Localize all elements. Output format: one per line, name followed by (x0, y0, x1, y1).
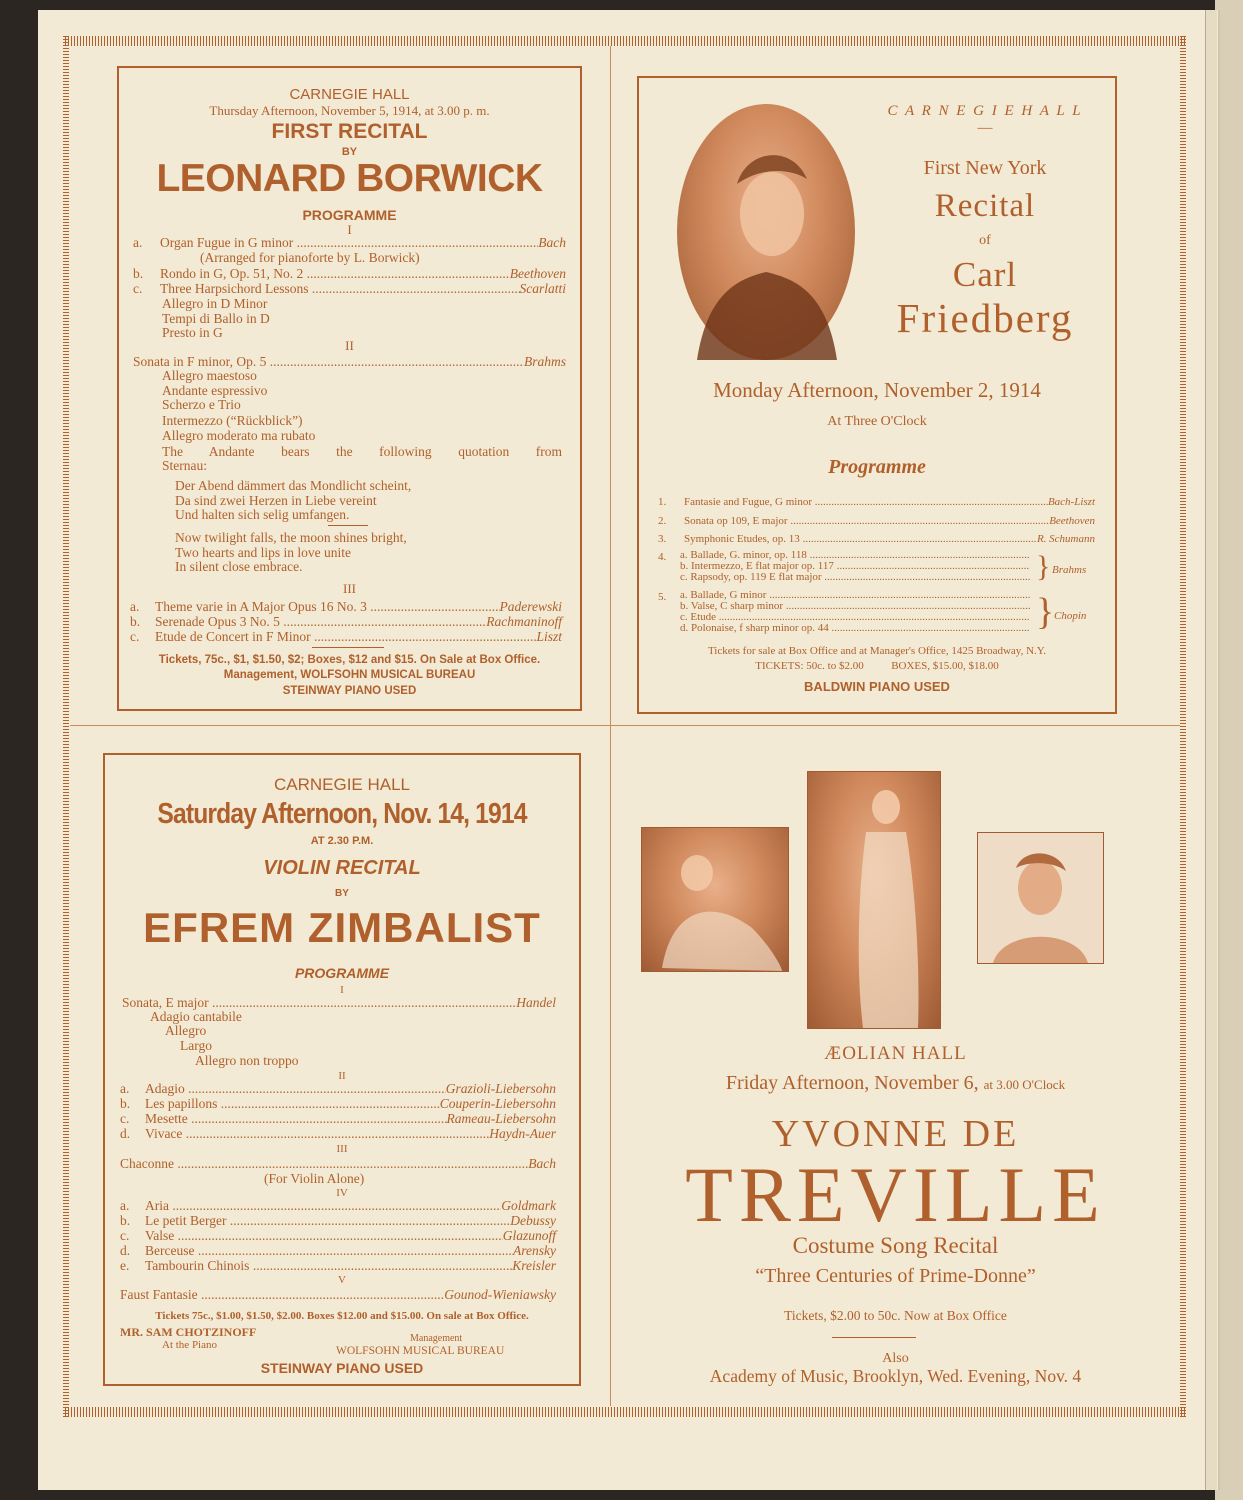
item-letter: b. (130, 614, 141, 629)
friedberg-group4-c (680, 572, 1030, 583)
treville-academy: Academy of Music, Brooklyn, Wed. Evening, Nov. 4 (709, 1366, 1082, 1386)
zimbalist-sonata (122, 995, 556, 1010)
friedberg-last-name: Friedberg (896, 295, 1074, 341)
item-letter: b. (120, 1213, 131, 1228)
item-title: Le petit Berger ..... (145, 1213, 510, 1228)
zimbalist-by: BY (335, 888, 349, 899)
borwick-by: BY (341, 146, 358, 158)
photo-figure (978, 833, 1103, 963)
friedberg-group5-a (680, 590, 1030, 601)
treville-time: at 3.00 O'Clock (983, 1077, 1066, 1092)
zimbalist-accompanist: MR. SAM CHOTZINOFF (120, 1325, 257, 1339)
friedberg-group5-b (680, 601, 1030, 612)
item-title: Serenade Opus 3 No. 5 ..... (155, 614, 486, 629)
borwick-part-1: I (347, 222, 352, 237)
item-composer: Arensky (513, 1243, 556, 1258)
borwick-part-2: II (345, 338, 354, 353)
item-composer: Liszt (536, 629, 562, 644)
zimbalist-part-3: III (336, 1143, 348, 1155)
divider-rule (832, 1337, 916, 1338)
item-letter: c. (133, 281, 143, 296)
zimbalist-item-4e (120, 1258, 556, 1273)
borwick-sonata (133, 354, 566, 369)
brace-icon: } (1036, 591, 1055, 633)
zimbalist-part-2: II (338, 1070, 346, 1082)
item-title: Vivace ..... (145, 1126, 489, 1141)
item-title: Aria ..... (145, 1198, 501, 1213)
item-composer: Handel (516, 995, 556, 1010)
item-composer: Couperin-Liebersohn (439, 1096, 556, 1111)
item-letter: e. (120, 1258, 130, 1273)
zimbalist-time: AT 2.30 P.M. (310, 835, 374, 847)
borwick-part-3: III (343, 581, 356, 596)
borwick-programme-heading: PROGRAMME (302, 207, 397, 223)
zimbalist-item-2b (120, 1096, 556, 1111)
treville-tickets: Tickets, $2.00 to 50c. Now at Box Office (784, 1308, 1007, 1323)
friedberg-tickets-2: TICKETS: 50c. to $2.00 BOXES, $15.00, $18.00 (755, 660, 999, 672)
item-letter: b. (133, 266, 144, 281)
borwick-management: Management, WOLFSOHN MUSICAL BUREAU (223, 669, 476, 681)
item-title: Fantasie and Fugue, G minor ..... (684, 495, 1048, 510)
item-letter: d. (120, 1126, 131, 1141)
item-title: Valse ..... (145, 1228, 503, 1243)
german-line-1: Der Abend dämmert das Mondlicht scheint, (175, 478, 412, 493)
treville-artist-last: TREVILLE (685, 1151, 1106, 1238)
friedberg-time: At Three O'Clock (827, 414, 927, 429)
item-title: Mesette ..... (145, 1111, 447, 1126)
photo-figure (808, 772, 940, 1028)
friedberg-date: Monday Afternoon, November 2, 1914 (713, 378, 1041, 402)
friedberg-item-3 (658, 532, 1095, 547)
friedberg-programme-heading: Programme (828, 456, 926, 478)
friedberg-item-2 (658, 514, 1095, 529)
german-line-2: Da sind zwei Herzen in Liebe vereint (175, 493, 377, 508)
item-composer: Goldmark (501, 1198, 556, 1213)
item-title: d. Polonaise, f sharp minor op. 44 ..... (680, 623, 1030, 634)
friedberg-portrait (677, 104, 855, 360)
item-title: Sonata op 109, E major ..... (684, 514, 1049, 529)
item-composer: Grazioli-Liebersohn (445, 1081, 556, 1096)
zimbalist-faust (120, 1287, 556, 1302)
item-letter: c. (130, 629, 140, 644)
borwick-movement-2: Andante espressivo (162, 383, 268, 398)
zimbalist-programme-heading: PROGRAMME (294, 965, 390, 981)
borwick-sub-1: Allegro in D Minor (162, 296, 268, 311)
item-title: Sonata, E major ..... (122, 995, 516, 1010)
item-title: c. Rapsody, op. 119 E flat major ..... (680, 572, 1030, 583)
friedberg-item-1 (658, 495, 1095, 510)
item-composer: R. Schumann (1036, 533, 1095, 545)
item-title: Adagio ..... (145, 1081, 446, 1096)
treville-also: Also (882, 1351, 909, 1366)
borwick-movement-1: Allegro maestoso (162, 368, 257, 383)
item-title: Etude de Concert in F Minor ..... (155, 629, 536, 644)
treville-photo-seated (641, 827, 789, 972)
zimbalist-item-2c (120, 1111, 556, 1126)
item-title: Chaconne ..... (120, 1156, 528, 1171)
borwick-quote-intro: The Andante bears the following quotation from (162, 444, 562, 459)
zimbalist-management-label: Management (410, 1333, 463, 1344)
zimbalist-item-2d (120, 1126, 556, 1141)
item-title: c. Etude ..... (680, 612, 1030, 623)
item-composer: Haydn-Auer (489, 1126, 556, 1141)
item-composer: Beethoven (509, 266, 566, 281)
item-title: Theme varie in A Major Opus 16 No. 3 ..... (155, 599, 500, 614)
zimbalist-part-4: IV (336, 1187, 348, 1199)
item-letter: a. (120, 1198, 130, 1213)
treville-date: Friday Afternoon, November 6, (725, 1072, 979, 1094)
treville-hall: ÆOLIAN HALL (824, 1043, 967, 1064)
item-composer: Rachmaninoff (486, 614, 562, 629)
item-title: a. Ballade, G minor ..... (680, 590, 1030, 601)
item-title: Organ Fugue in G minor ..... (160, 235, 538, 250)
friedberg-group4-a (680, 550, 1030, 561)
zimbalist-management: WOLFSOHN MUSICAL BUREAU (336, 1345, 505, 1357)
treville-photo-standing (807, 771, 941, 1029)
zimbalist-part-5: V (338, 1274, 346, 1286)
zimbalist-violin-alone: (For Violin Alone) (264, 1171, 365, 1186)
brace-icon: } (1036, 550, 1051, 583)
borwick-sub-2: Tempi di Ballo in D (162, 311, 270, 326)
borwick-item-3c (130, 629, 562, 644)
friedberg-dash: — (977, 120, 993, 136)
borwick-item-3a (130, 599, 562, 614)
friedberg-of: of (979, 233, 991, 248)
middle-divider (70, 725, 1180, 726)
friedberg-recital: Recital (934, 188, 1036, 224)
borwick-quote-intro-2: Sternau: (162, 458, 207, 473)
borwick-recital-title: FIRST RECITAL (271, 120, 428, 143)
item-composer: Rameau-Liebersohn (446, 1111, 556, 1126)
borwick-tickets: Tickets, 75c., $1, $1.50, $2; Boxes, $12 and $15. On Sale at Box Office. (158, 654, 541, 666)
zimbalist-movement-4: Allegro non troppo (195, 1053, 299, 1068)
zimbalist-part-1: I (340, 984, 344, 996)
friedberg-group4-b (680, 561, 1030, 572)
zimbalist-hall: CARNEGIE HALL (273, 775, 411, 794)
friedberg-line1: First New York (923, 157, 1047, 179)
item-title: Faust Fantasie ..... (120, 1287, 444, 1302)
item-composer: Kreisler (512, 1258, 556, 1273)
treville-photo-portrait (977, 832, 1104, 964)
item-composer: Bach-Liszt (1047, 496, 1095, 508)
zimbalist-item-4d (120, 1243, 556, 1258)
treville-recital: Costume Song Recital (792, 1233, 999, 1258)
zimbalist-accompanist-role: At the Piano (162, 1339, 217, 1351)
zimbalist-artist: EFREM ZIMBALIST (143, 904, 541, 951)
friedberg-group5-c (680, 612, 1030, 623)
item-title: Berceuse ..... (145, 1243, 513, 1258)
borwick-movement-5: Allegro moderato ma rubato (162, 428, 316, 443)
borwick-date: Thursday Afternoon, November 5, 1914, at 3.00 p. m. (209, 103, 490, 118)
zimbalist-movement-3: Largo (180, 1038, 212, 1053)
zimbalist-chaconne (120, 1156, 556, 1171)
friedberg-group4-number: 4. (658, 551, 667, 563)
zimbalist-movement-2: Allegro (165, 1023, 207, 1038)
binding-edge (1215, 0, 1243, 1500)
item-letter: a. (133, 235, 143, 250)
item-letter: a. (120, 1081, 130, 1096)
portrait-silhouette (677, 104, 855, 360)
borwick-movement-4: Intermezzo (“Rückblick”) (162, 413, 303, 428)
item-composer: Brahms (523, 354, 566, 369)
item-title: Sonata in F minor, Op. 5 ..... (133, 354, 524, 369)
friedberg-hall: C A R N E G I E H A L L (887, 103, 1083, 119)
item-title: b. Intermezzo, E flat major op. 117 ..... (680, 561, 1030, 572)
divider-rule (312, 647, 384, 648)
item-title: Tambourin Chinois ..... (145, 1258, 512, 1273)
friedberg-group5-number: 5. (658, 591, 667, 603)
left-border (63, 36, 69, 1417)
german-line-3: Und halten sich selig umfangen. (175, 507, 350, 522)
item-letter: c. (120, 1111, 130, 1126)
zimbalist-date: Saturday Afternoon, Nov. 14, 1914 (157, 798, 527, 830)
borwick-movement-3: Scherzo e Trio (162, 397, 241, 412)
zimbalist-item-4c (120, 1228, 556, 1243)
treville-artist-first: YVONNE DE (771, 1113, 1020, 1155)
item-letter: d. (120, 1243, 131, 1258)
item-number: 1. (658, 496, 667, 508)
page-edge (1205, 10, 1217, 1490)
item-number: 3. (658, 533, 667, 545)
item-composer: Scarlatti (519, 281, 566, 296)
zimbalist-tickets: Tickets 75c., $1.00, $1.50, $2.00. Boxes $12.00 and $15.00. On sale at Box Office. (155, 1310, 529, 1322)
zimbalist-piano: STEINWAY PIANO USED (260, 1360, 424, 1376)
friedberg-group5-composer: Chopin (1054, 610, 1087, 622)
item-composer: Bach (528, 1156, 556, 1171)
item-composer: Gounod-Wieniawsky (444, 1287, 556, 1302)
photo-figure (642, 828, 788, 971)
borwick-item-c (133, 281, 566, 296)
zimbalist-item-4a (120, 1198, 556, 1213)
zimbalist-item-4b (120, 1213, 556, 1228)
item-title: Three Harpsichord Lessons ..... (160, 281, 520, 296)
item-composer: Beethoven (1049, 515, 1095, 527)
borwick-piano: STEINWAY PIANO USED (282, 685, 417, 697)
item-title: Les papillons ..... (145, 1096, 440, 1111)
item-title: a. Ballade, G. minor, op. 118 ..... (680, 550, 1030, 561)
right-border (1180, 36, 1186, 1417)
item-title: b. Valse, C sharp minor ..... (680, 601, 1030, 612)
item-composer: Paderewski (499, 599, 562, 614)
english-line-3: In silent close embrace. (175, 559, 303, 574)
borwick-item-a (133, 235, 566, 250)
item-letter: b. (120, 1096, 131, 1111)
borwick-item-b (133, 266, 566, 281)
item-composer: Bach (538, 235, 566, 250)
borwick-artist: LEONARD BORWICK (156, 157, 543, 200)
english-line-2: Two hearts and lips in love unite (175, 545, 352, 560)
borwick-sub-3: Presto in G (162, 325, 223, 340)
friedberg-group5-d (680, 623, 1030, 634)
item-letter: a. (130, 599, 140, 614)
treville-date-line (611, 1072, 1180, 1095)
zimbalist-recital: VIOLIN RECITAL (263, 857, 421, 879)
english-line-1: Now twilight falls, the moon shines bright, (175, 530, 407, 545)
item-composer: Debussy (510, 1213, 556, 1228)
zimbalist-item-2a (120, 1081, 556, 1096)
divider-rule (328, 525, 368, 526)
borwick-arrangement-note: (Arranged for pianoforte by L. Borwick) (200, 250, 420, 265)
item-composer: Glazunoff (502, 1228, 556, 1243)
item-title: Symphonic Etudes, op. 13 ..... (684, 532, 1037, 547)
item-number: 2. (658, 515, 667, 527)
borwick-item-3b (130, 614, 562, 629)
treville-subtitle: “Three Centuries of Prime-Donne” (755, 1265, 1036, 1287)
friedberg-first-name: Carl (952, 255, 1018, 294)
friedberg-group4-composer: Brahms (1052, 564, 1087, 576)
item-letter: c. (120, 1228, 130, 1243)
bottom-border (65, 1407, 1185, 1417)
friedberg-piano: BALDWIN PIANO USED (804, 679, 950, 694)
borwick-hall: CARNEGIE HALL (289, 86, 410, 103)
item-title: Rondo in G, Op. 51, No. 2 ..... (160, 266, 510, 281)
top-border (65, 36, 1185, 46)
zimbalist-movement-1: Adagio cantabile (150, 1009, 242, 1024)
friedberg-tickets-1: Tickets for sale at Box Office and at Manager's Office, 1425 Broadway, N.Y. (707, 645, 1047, 657)
